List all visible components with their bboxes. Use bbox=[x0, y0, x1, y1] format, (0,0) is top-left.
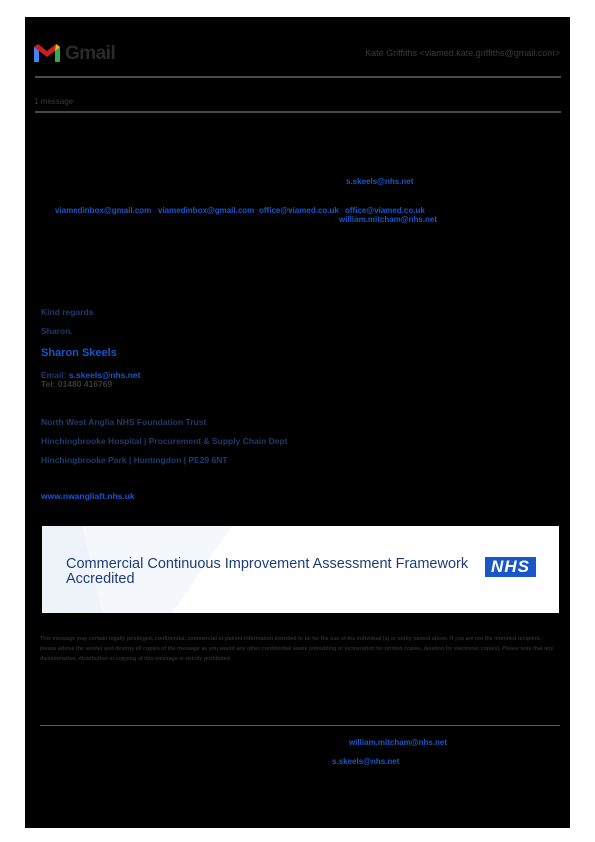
email-link-office-1[interactable]: office@viamed.co.uk bbox=[259, 206, 339, 215]
banner-title-line2: Accredited bbox=[66, 571, 135, 587]
header-divider bbox=[35, 76, 561, 78]
footer-divider bbox=[40, 725, 560, 726]
signature-org: North West Anglia NHS Foundation Trust bbox=[41, 417, 207, 427]
signature-full-name: Sharon Skeels bbox=[41, 347, 117, 359]
confidentiality-disclaimer: This message may contain legally privileged, confidential, commercial or patient information intended to be for the use of the individual (s) or entity named above. If you are not the intended recipient, please advise the sender and destroy all copies of the message as you would any other confidential waste (shredding or incineration for printed copies, deletion for electronic copies). Please note that any dissemination, distribution or copying of this message is strictly prohibited. bbox=[40, 636, 554, 662]
signature-tel: Tel: 01480 416769 bbox=[41, 379, 113, 389]
email-page bbox=[25, 17, 570, 828]
message-count: 1 message bbox=[34, 97, 74, 106]
signature-first-name: Sharon. bbox=[41, 326, 73, 336]
sign-off: Kind regards bbox=[41, 307, 94, 317]
signature-dept: Hinchingbrooke Hospital | Procurement & Supply Chain Dept bbox=[41, 436, 288, 446]
signature-email-link[interactable]: s.skeels@nhs.net bbox=[68, 370, 141, 380]
email-link-viamedinbox-1[interactable]: viamedinbox@gmail.com bbox=[55, 206, 152, 215]
signature-website-link[interactable]: www.nwangliaft.nhs.uk bbox=[41, 491, 135, 501]
email-link-viamedinbox-2[interactable]: viamedinbox@gmail.com bbox=[158, 206, 255, 215]
email-link-mitcham[interactable]: william.mitcham@nhs.net bbox=[339, 215, 438, 224]
gmail-wordmark: Gmail bbox=[65, 43, 116, 64]
footer-email-link-mitcham[interactable]: william.mitcham@nhs.net bbox=[349, 738, 448, 747]
email-label: Email: bbox=[41, 370, 67, 380]
footer-email-link-skeels[interactable]: s.skeels@nhs.net bbox=[332, 757, 400, 766]
banner-title-line1: Commercial Continuous Improvement Assessment Framework bbox=[66, 556, 469, 572]
email-link-skeels[interactable]: s.skeels@nhs.net bbox=[346, 177, 414, 186]
email-link-office-2[interactable]: office@viamed.co.uk bbox=[345, 206, 425, 215]
gmail-logo-icon bbox=[33, 43, 61, 63]
accreditation-banner bbox=[42, 526, 559, 613]
sender-header: Kate Griffiths <viamed.kate.griffiths@gmail.com> bbox=[365, 48, 560, 58]
thread-divider bbox=[35, 111, 561, 113]
banner-title bbox=[66, 557, 468, 587]
nhs-logo: NHS bbox=[485, 557, 536, 577]
signature-address: Hinchingbrooke Park | Huntingdon | PE29 6NT bbox=[41, 455, 228, 465]
